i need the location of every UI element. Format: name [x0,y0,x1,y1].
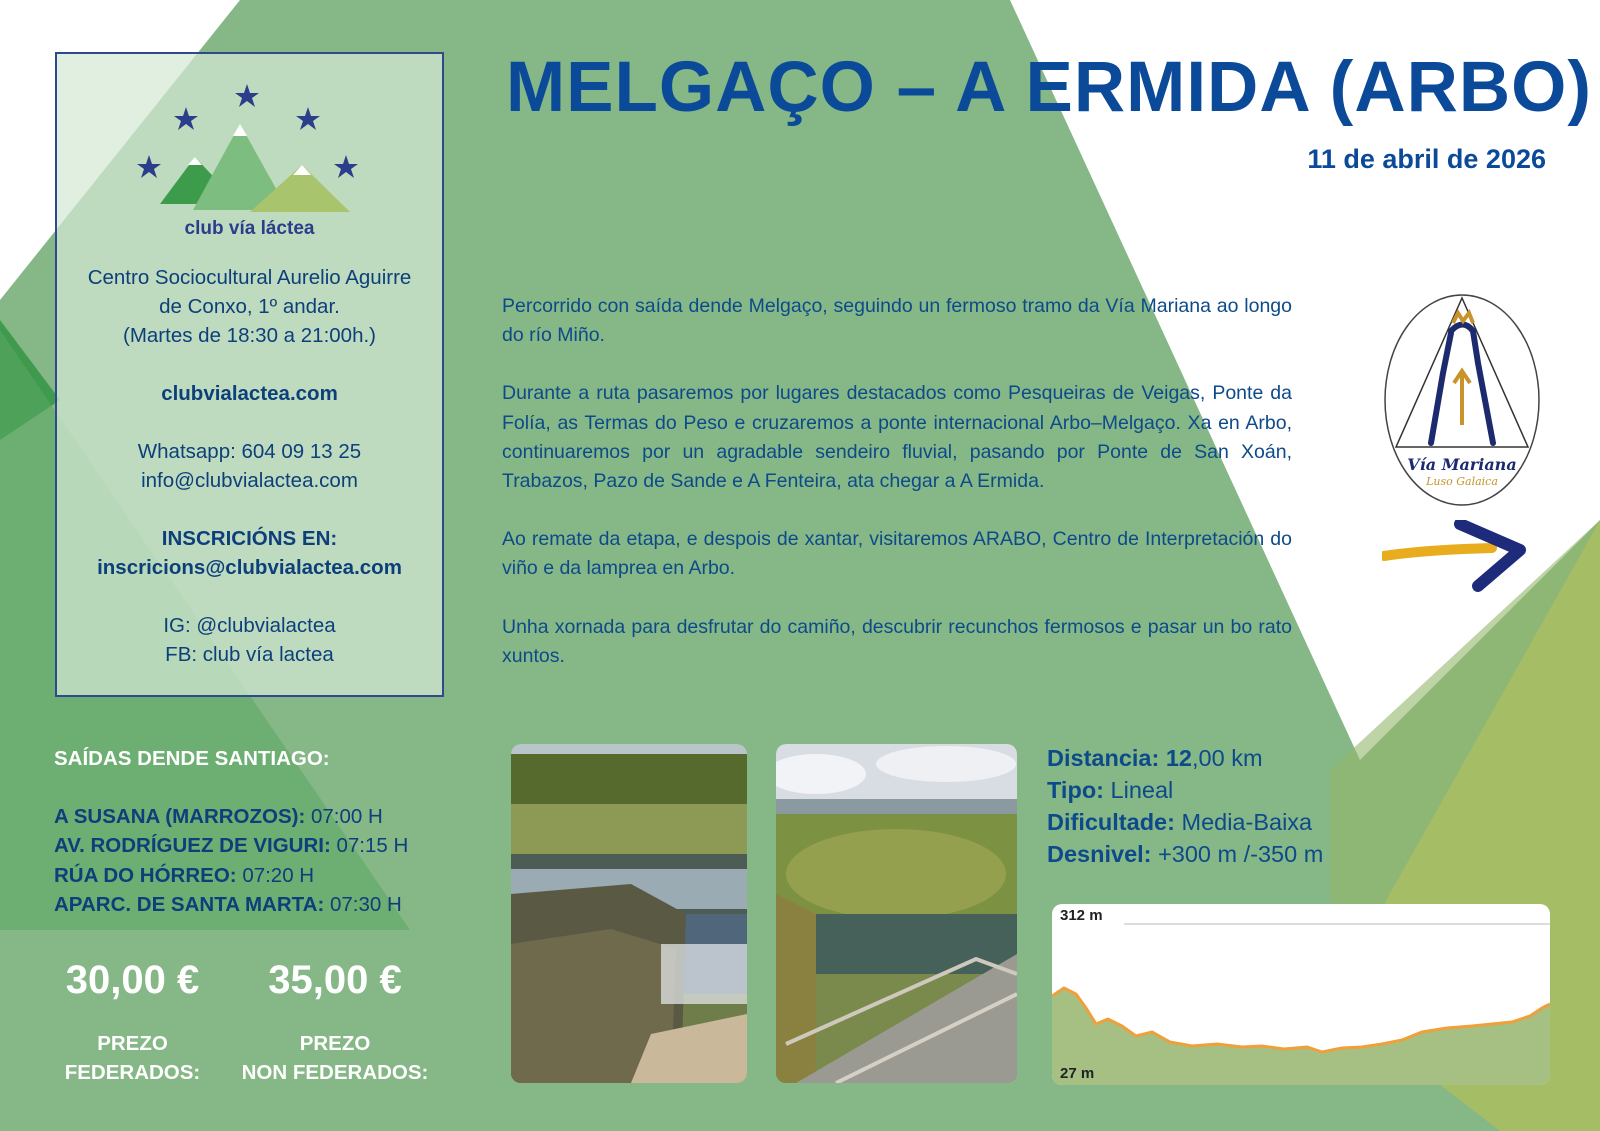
elevation-row: Desnivel: +300 m /-350 m [1047,841,1324,867]
departures-heading: SAÍDAS DENDE SANTIAGO: [54,747,330,770]
address-line: Centro Sociocultural Aurelio Aguirre [87,266,412,289]
price-label: PREZO NON FEDERADOS: [241,1032,429,1084]
departure-time: 07:15 H [336,834,409,858]
description-paragraph: Percorrido con saída dende Melgaço, seguindo un fermoso tramo da Vía Mariana ao longo do río Miño. [502,295,1292,347]
departure-item [54,831,474,860]
difficulty-row: Dificultade: Media-Baixa [1047,809,1313,835]
club-logo-text: club vía láctea [184,218,315,239]
elevation-profile-graph [1052,904,1550,1085]
river-rocks-photo [511,744,747,1083]
via-mariana-logo-subtitle: Luso Galaica [1426,475,1498,488]
departure-place: A SUSANA (MARROZOS): [54,805,306,829]
type-row: Tipo: Lineal [1047,777,1174,803]
page-title: MELGAÇO – A ERMIDA (ARBO) [506,48,1593,127]
description-paragraph: Unha xornada para desfrutar do camiño, descubrir recunchos fermosos e pasar un bo rato xuntos. [502,615,1292,667]
website-link[interactable]: clubvialactea.com [161,382,338,405]
departure-place: APARC. DE SANTA MARTA: [54,892,325,916]
river-viewpoint-photo [776,744,1017,1083]
club-info-card [55,52,444,697]
departure-time: 07:20 H [242,863,315,887]
departure-item [54,890,474,919]
price-amount: 35,00 € [268,958,402,1002]
departure-place: RÚA DO HÓRREO: [54,863,237,887]
via-mariana-logo-title: Vía Mariana [1407,455,1517,474]
instagram-text: IG: @clubvialactea [163,614,336,637]
profile-max-label: 312 m [1060,907,1103,924]
email-link[interactable]: info@clubvialactea.com [141,469,358,492]
inscriptions-email-link[interactable]: inscricions@clubvialactea.com [97,556,402,579]
route-description [502,292,1292,700]
elevation-profile [1052,904,1550,1085]
whatsapp-text: Whatsapp: 604 09 13 25 [137,440,362,463]
via-mariana-logo [1383,293,1543,511]
price-label: PREZO FEDERADOS: [64,1032,201,1084]
route-arrow-icon [1382,520,1532,592]
price-non-federados [235,958,435,1087]
departure-item [54,802,474,831]
description-paragraph: Durante a ruta pasaremos por lugares destacados como Pesqueiras de Veigas, Ponte da Folía, as Termas do Peso e cruzaremos a ponte internacional Arbo–Melgaço. Xa en Arbo, continuaremos por un agradable sendeiro fluvial, pasando por Ponte de San Xoán, Trabazos, Pazo de Sande e A Fenteira, ata chegar a A Ermida. [502,382,1292,493]
departure-item [54,861,474,890]
address-line: de Conxo, 1º andar. [159,295,340,318]
profile-min-label: 27 m [1060,1065,1095,1082]
departures-list [54,744,474,919]
description-paragraph: Ao remate da etapa, e despois de xantar, visitaremos ARABO, Centro de Interpretación do viño e da lamprea en Arbo. [502,528,1292,580]
price-amount: 30,00 € [65,958,200,1002]
price-federados [55,958,210,1087]
distance-row: Distancia: 12,00 km [1047,745,1263,771]
route-info [1047,742,1323,870]
schedule-text: (Martes de 18:30 a 21:00h.) [123,324,376,347]
inscriptions-label: INSCRICIÓNS EN: [161,527,338,550]
departure-place: AV. RODRÍGUEZ DE VIGURI: [54,834,331,858]
departure-time: 07:00 H [311,805,383,829]
event-date: 11 de abril de 2026 [1307,144,1546,174]
facebook-text: FB: club vía lactea [165,643,334,666]
departure-time: 07:30 H [329,892,402,916]
